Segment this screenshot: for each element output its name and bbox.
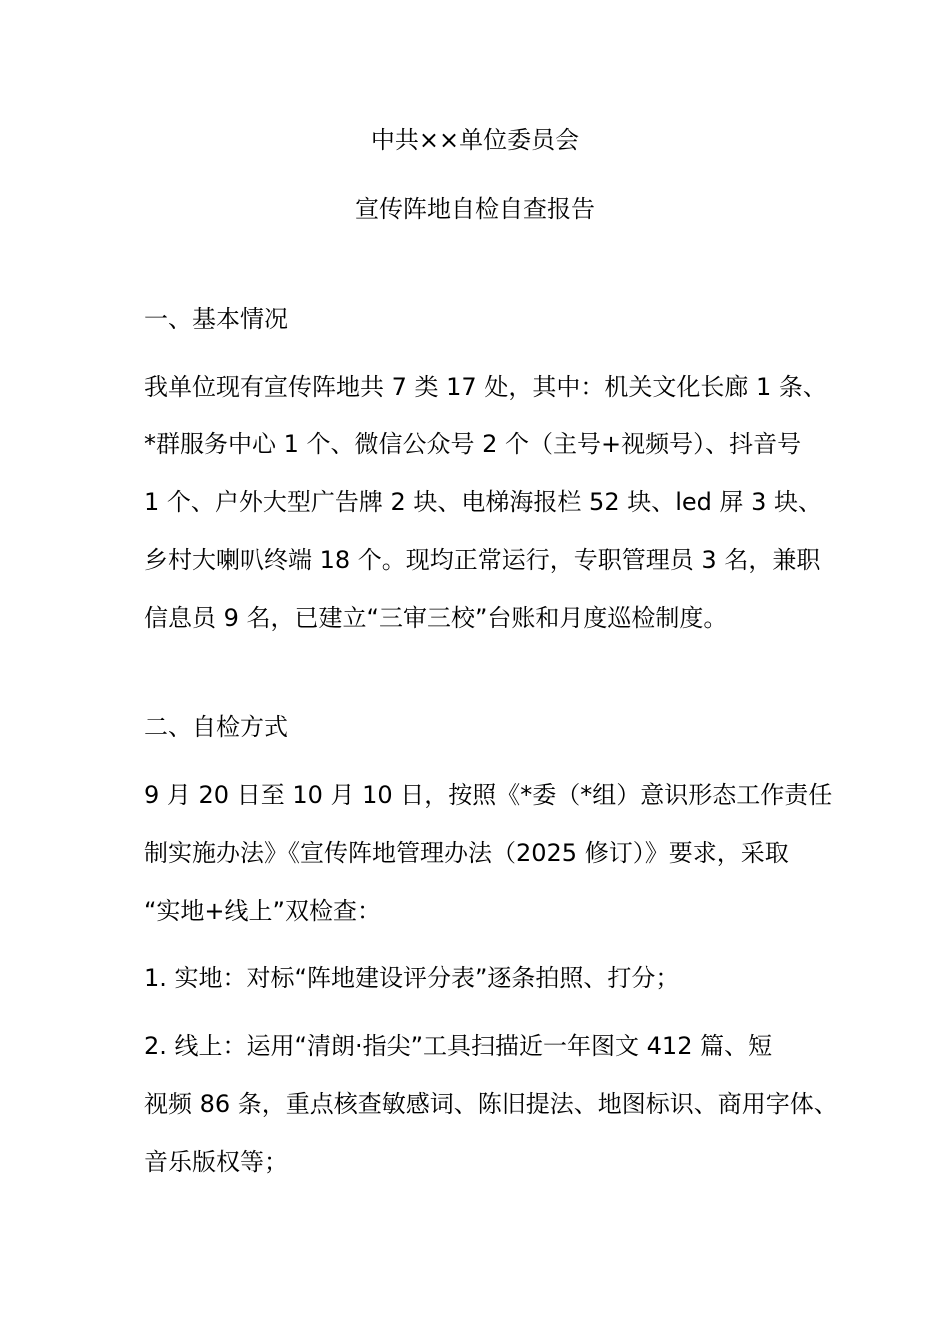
section-1-heading: 一、基本情况 — [144, 305, 288, 333]
section-1-paragraph-line: 乡村大喇叭终端 18 个。现均正常运行，专职管理员 3 名，兼职 — [144, 546, 821, 574]
section-2-list-item: 1. 实地：对标“阵地建设评分表”逐条拍照、打分； — [144, 964, 680, 992]
section-2-list-item: 2. 线上：运用“清朗·指尖”工具扫描近一年图文 412 篇、短 — [144, 1032, 773, 1060]
document-title-line-1: 中共××单位委员会 — [370, 126, 580, 154]
section-2-paragraph-line: 视频 86 条，重点核查敏感词、陈旧提法、地图标识、商用字体、 — [144, 1090, 838, 1118]
section-2-heading: 二、自检方式 — [144, 713, 288, 741]
section-2-paragraph-line: “实地+线上”双检查： — [144, 897, 381, 925]
section-2-paragraph-line: 9 月 20 日至 10 月 10 日，按照《*委（*组）意识形态工作责任 — [144, 781, 833, 809]
section-1-paragraph-line: *群服务中心 1 个、微信公众号 2 个（主号+视频号）、抖音号 — [144, 430, 802, 458]
section-1-paragraph-line: 信息员 9 名，已建立“三审三校”台账和月度巡检制度。 — [144, 604, 728, 632]
document-title-line-2: 宣传阵地自检自查报告 — [355, 195, 595, 223]
section-1-paragraph-line: 我单位现有宣传阵地共 7 类 17 处，其中：机关文化长廊 1 条、 — [144, 373, 827, 401]
section-2-paragraph-line: 制实施办法》《宣传阵地管理办法（2025 修订）》要求，采取 — [144, 839, 789, 867]
section-2-paragraph-line: 音乐版权等； — [144, 1148, 288, 1176]
section-1-paragraph-line: 1 个、户外大型广告牌 2 块、电梯海报栏 52 块、led 屏 3 块、 — [144, 488, 823, 516]
